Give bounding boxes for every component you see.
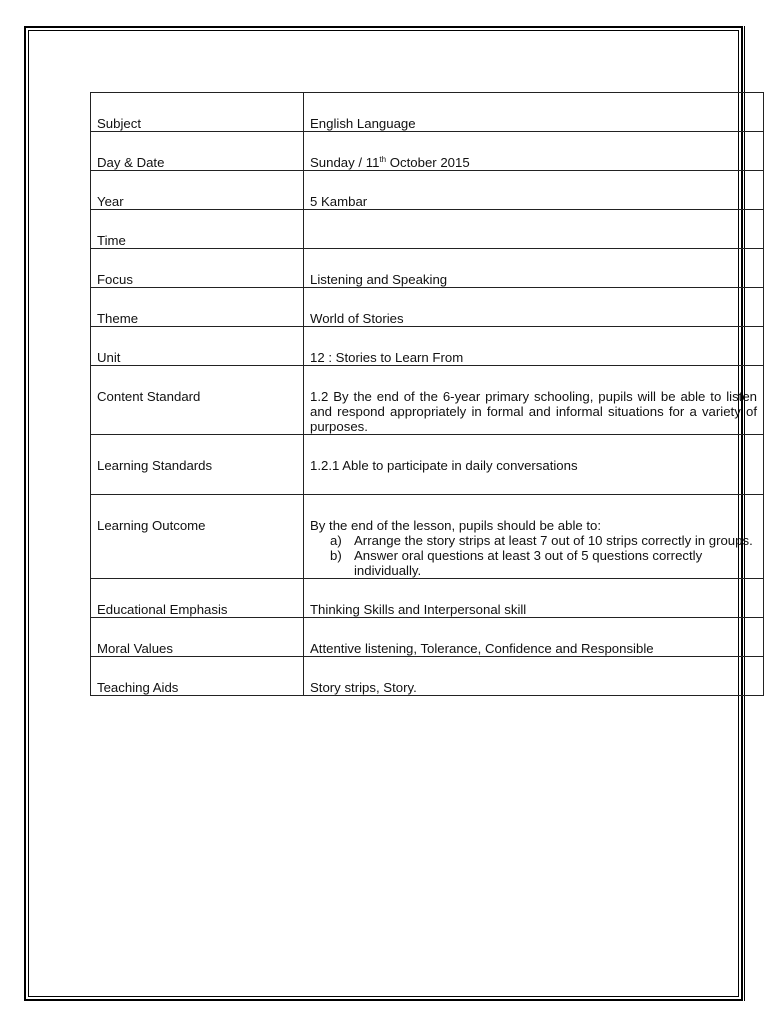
row-value: 12 : Stories to Learn From <box>304 327 764 366</box>
row-value: English Language <box>304 93 764 132</box>
table-row-moral-values <box>91 618 764 657</box>
row-label: Subject <box>91 93 304 132</box>
row-label: Teaching Aids <box>91 657 304 696</box>
row-label: Learning Outcome <box>91 495 304 579</box>
list-item-text: Answer oral questions at least 3 out of 5 questions correctly individually. <box>354 548 703 578</box>
row-value: 1.2 By the end of the 6-year primary schooling, pupils will be able to listen and respond appropriately in formal and informal situations for a variety of purposes. <box>304 366 764 435</box>
row-label: Focus <box>91 249 304 288</box>
table-row-learning-outcome <box>91 495 764 579</box>
row-label: Content Standard <box>91 366 304 435</box>
table-row-year <box>91 171 764 210</box>
table-row-theme <box>91 288 764 327</box>
row-value: Thinking Skills and Interpersonal skill <box>304 579 764 618</box>
date-suffix: October 2015 <box>386 155 470 170</box>
row-label: Educational Emphasis <box>91 579 304 618</box>
table-row-time <box>91 210 764 249</box>
table-row-subject <box>91 93 764 132</box>
lesson-plan-table <box>90 92 764 696</box>
table-row-teaching-aids <box>91 657 764 696</box>
date-superscript: th <box>379 155 387 164</box>
list-item <box>330 533 757 548</box>
row-label: Time <box>91 210 304 249</box>
row-label: Learning Standards <box>91 435 304 495</box>
row-value <box>304 210 764 249</box>
table-row-learning-standards <box>91 435 764 495</box>
table-row-educational-emphasis <box>91 579 764 618</box>
list-item <box>330 548 757 578</box>
list-item-text: Arrange the story strips at least 7 out of 10 strips correctly in groups. <box>354 533 753 548</box>
row-value <box>304 132 764 171</box>
table-row-content-standard <box>91 366 764 435</box>
row-label: Moral Values <box>91 618 304 657</box>
row-label: Unit <box>91 327 304 366</box>
date-prefix: Sunday / 11 <box>310 155 380 170</box>
table-row-day-date <box>91 132 764 171</box>
row-value <box>304 495 764 579</box>
row-value: Story strips, Story. <box>304 657 764 696</box>
outcome-list <box>310 533 757 578</box>
row-value: Attentive listening, Tolerance, Confidence and Responsible <box>304 618 764 657</box>
outcome-intro: By the end of the lesson, pupils should be able to: <box>310 518 602 533</box>
row-value: 1.2.1 Able to participate in daily conversations <box>304 435 764 495</box>
row-value: World of Stories <box>304 288 764 327</box>
list-marker: b) <box>330 548 342 563</box>
row-label: Day & Date <box>91 132 304 171</box>
row-label: Year <box>91 171 304 210</box>
row-value: 5 Kambar <box>304 171 764 210</box>
table-row-unit <box>91 327 764 366</box>
table-row-focus <box>91 249 764 288</box>
row-value: Listening and Speaking <box>304 249 764 288</box>
list-marker: a) <box>330 533 342 548</box>
row-label: Theme <box>91 288 304 327</box>
